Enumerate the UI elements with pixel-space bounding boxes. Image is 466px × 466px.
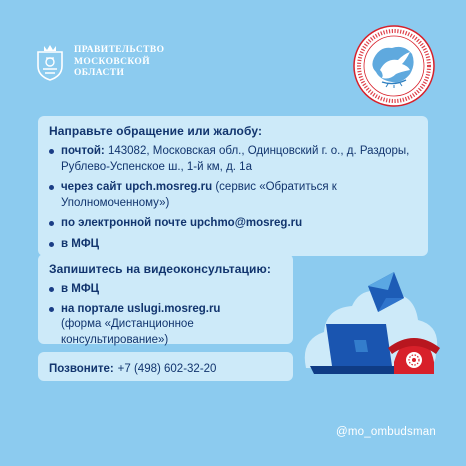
list-item-site <box>49 180 417 211</box>
contact-illustration <box>296 268 446 388</box>
bullet-icon <box>49 185 54 190</box>
call-line <box>49 363 216 375</box>
org-title <box>74 45 164 80</box>
mail-label: почтой: <box>61 145 105 157</box>
social-handle[interactable]: @mo_ombudsman <box>336 426 436 438</box>
org-title-line3: ОБЛАСТИ <box>74 68 125 78</box>
complaint-list <box>49 144 417 252</box>
portal-link[interactable]: на портале uslugi.mosreg.ru <box>61 302 221 315</box>
call-card <box>38 352 293 381</box>
consultation-title: Запишитесь на видеоконсультацию: <box>49 262 271 276</box>
list-item-mail <box>49 144 417 175</box>
bullet-icon <box>49 149 54 154</box>
consultation-card <box>38 254 293 344</box>
mail-address: 143082, Московская обл., Одинцовский г. о., д. Раздоры, Рублево-Успенское ш., 1-й км, д. 1а <box>61 145 410 173</box>
ombudsman-dove-emblem-icon <box>352 24 436 108</box>
consultation-list <box>49 282 282 348</box>
mfc-label: в МФЦ <box>61 237 100 250</box>
bullet-icon <box>49 242 54 247</box>
email-link[interactable]: по электронной почте upchmo@mosreg.ru <box>61 217 303 229</box>
bullet-icon <box>49 307 54 312</box>
list-item-email <box>49 216 417 232</box>
complaint-title: Направьте обращение или жалобу: <box>49 124 263 138</box>
moscow-oblast-coat-of-arms-icon <box>34 42 66 82</box>
list-item-mfc <box>49 237 417 253</box>
site-link[interactable]: через сайт upch.mosreg.ru <box>61 181 213 193</box>
call-label: Позвоните: <box>49 363 114 375</box>
org-title-line1: ПРАВИТЕЛЬСТВО <box>74 45 165 55</box>
complaint-card <box>38 116 428 256</box>
phone-number[interactable]: +7 (498) 602-32-20 <box>117 363 217 375</box>
bullet-icon <box>49 221 54 226</box>
bullet-icon <box>49 287 54 292</box>
org-title-line2: МОСКОВСКОЙ <box>74 56 151 67</box>
portal-form-note: (форма «Дистанционное консультирование») <box>61 318 194 346</box>
consult-mfc-label: в МФЦ <box>61 283 100 295</box>
site-service-note: (сервис «Обратиться к Уполномоченному») <box>61 181 337 209</box>
list-item-portal <box>49 302 282 349</box>
list-item-consult-mfc <box>49 282 282 298</box>
